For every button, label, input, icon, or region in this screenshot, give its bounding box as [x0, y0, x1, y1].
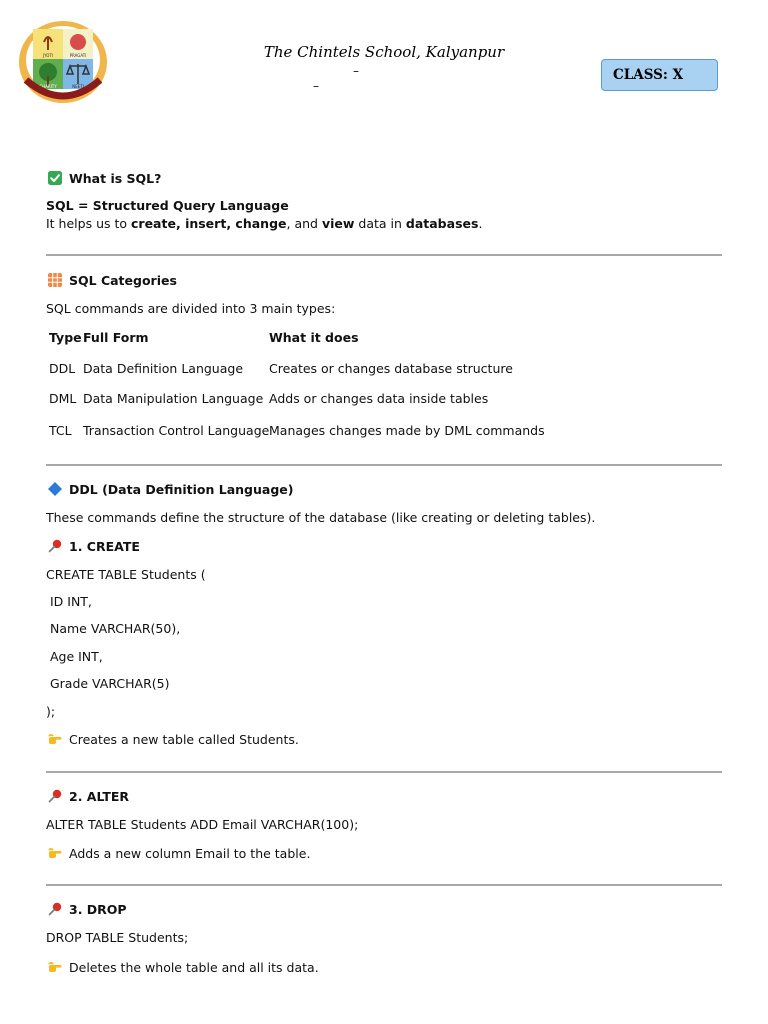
text-part: , and [286, 216, 322, 231]
keyword-create: create [131, 216, 176, 231]
table-cell: Manages changes made by DML commands [269, 423, 545, 438]
create-note [46, 732, 299, 747]
divider [46, 884, 722, 886]
code-line: DROP TABLE Students; [46, 930, 189, 945]
alter-note [46, 846, 310, 861]
text-part: data in [354, 216, 406, 231]
table-header-what-it-does: What it does [269, 330, 359, 345]
table-cell: Adds or changes data inside tables [269, 391, 489, 406]
ddl-intro: These commands define the structure of the database (like creating or deleting tables). [46, 510, 596, 525]
heading-text: SQL Categories [69, 273, 177, 288]
drop-note [46, 960, 319, 975]
table-cell: DML [49, 391, 77, 406]
logo-word: PRAGATI [69, 53, 87, 58]
pushpin-icon [48, 539, 62, 553]
logo-word: NEETI [72, 84, 84, 89]
keyword-change: change [235, 216, 287, 231]
header-dash: – [313, 79, 319, 93]
table-cell: Creates or changes database structure [269, 361, 513, 376]
heading-text: 2. ALTER [69, 789, 130, 804]
table-header-full-form: Full Form [83, 330, 149, 345]
note-text: Deletes the whole table and all its data. [69, 960, 319, 975]
divider [46, 254, 722, 256]
text-part: , [175, 216, 186, 231]
table-cell: TCL [49, 423, 72, 438]
table-cell: Data Definition Language [83, 361, 244, 376]
table-cell: Transaction Control Language [83, 423, 270, 438]
code-line: CREATE TABLE Students ( [46, 567, 206, 582]
heading-text: DDL (Data Definition Language) [69, 482, 294, 497]
divider [46, 771, 722, 773]
text-part: , [226, 216, 236, 231]
heading-text: 1. CREATE [69, 539, 140, 554]
logo-word: CHARITY [39, 84, 57, 89]
code-line: ID INT, [46, 594, 92, 609]
school-logo [18, 20, 108, 104]
blue-diamond-icon [48, 482, 62, 496]
code-line: Grade VARCHAR(5) [46, 676, 170, 691]
categories-intro: SQL commands are divided into 3 main types: [46, 301, 336, 316]
header-dash: – [353, 64, 359, 78]
check-box-icon [48, 171, 62, 185]
what-is-sql-heading [46, 171, 161, 186]
table-cell: DDL [49, 361, 76, 376]
drop-heading [46, 902, 127, 917]
table-header-type: Type [49, 330, 82, 345]
pointing-hand-icon [48, 846, 62, 860]
keyword-insert: insert [185, 216, 227, 231]
alter-heading [46, 789, 129, 804]
sql-definition: SQL = Structured Query Language [46, 198, 289, 213]
code-line: Name VARCHAR(50), [46, 621, 181, 636]
keyword-databases: databases [405, 216, 479, 231]
sql-description [46, 216, 482, 231]
sql-categories-heading [46, 273, 177, 288]
code-line: Age INT, [46, 649, 103, 664]
ddl-heading [46, 482, 293, 497]
logo-word: JYOTI [42, 53, 54, 58]
note-text: Creates a new table called Students. [69, 732, 299, 747]
brick-grid-icon [48, 273, 62, 287]
pushpin-icon [48, 789, 62, 803]
heading-text: 3. DROP [69, 902, 127, 917]
class-badge: CLASS: X [601, 59, 718, 91]
code-line: ); [46, 704, 56, 719]
create-heading [46, 539, 140, 554]
code-line: ALTER TABLE Students ADD Email VARCHAR(100); [46, 817, 359, 832]
divider [46, 464, 722, 466]
text-part: It helps us to [46, 216, 131, 231]
pointing-hand-icon [48, 732, 62, 746]
heading-text: What is SQL? [69, 171, 162, 186]
pointing-hand-icon [48, 960, 62, 974]
table-cell: Data Manipulation Language [83, 391, 264, 406]
school-title: The Chintels School, Kalyanpur [263, 43, 505, 61]
keyword-view: view [321, 216, 355, 231]
text-part: . [478, 216, 483, 231]
pushpin-icon [48, 902, 62, 916]
note-text: Adds a new column Email to the table. [69, 846, 311, 861]
